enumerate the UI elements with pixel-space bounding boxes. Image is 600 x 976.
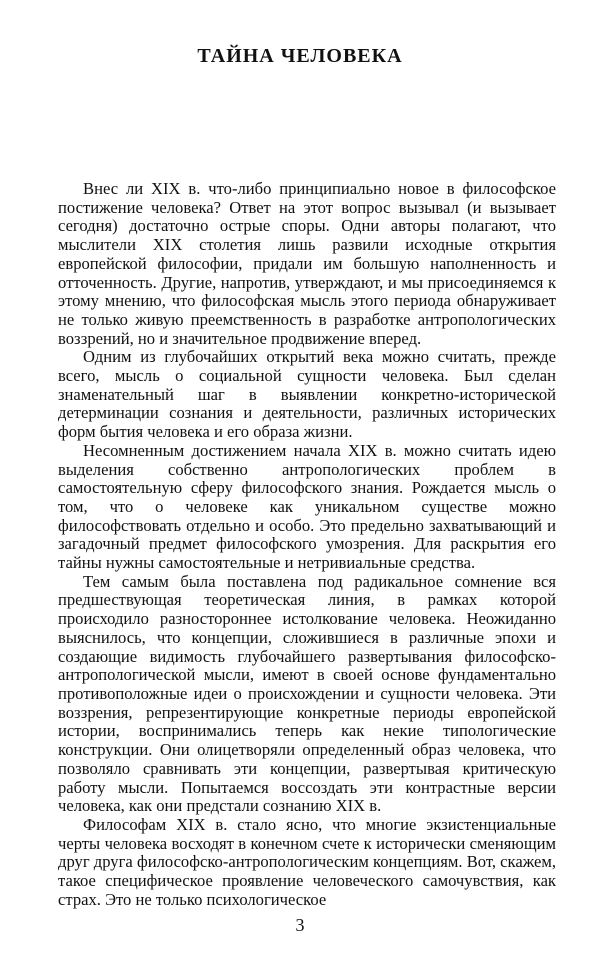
body-text bbox=[58, 180, 556, 909]
paragraph-2: Одним из глубочайших открытий века можно считать, прежде всего, мысль о социальной сущности человека. Был сделан знаменательный шаг в выявлении конкретно-исторической детерминации сознания и деятельности, различных исторических форм бытия человека и его образа жизни. bbox=[58, 347, 556, 442]
paragraph-4: Тем самым была поставлена под радикальное сомнение вся предшествующая теоретическая линия, в рамках которой происходило разностороннее истолкование человека. Неожиданно выяснилось, что концепции, сложившиеся в различные эпохи и создающие видимость глубочайшего развертывания философско-антропологической мысли, имеют в своей основе фундаментально противоположные идеи о происхождении и сущности человека. Эти воззрения, репрезентирующие конкретные периоды европейской истории, воспринимались теперь как некие типологические конструкции. Они олицетворяли определенный образ человека, что позволяло сравнивать эти концепции, развертывая критическую работу мысли. Попытаемся воссоздать эти контрастные версии человека, как они предстали сознанию XIX в. bbox=[58, 571, 556, 816]
paragraph-3: Несомненным достижением начала XIX в. можно считать идею выделения собственно антропологических проблем в самостоятельную сферу философского знания. Рождается мысль о том, что о человеке как уникальном существе можно философствовать отдельно и особо. Это предельно захватывающий и загадочный предмет философского умозрения. Для раскрытия его тайны нужны самостоятельные и нетривиальные средства. bbox=[58, 440, 556, 573]
paragraph-5: Философам XIX в. стало ясно, что многие экзистенциальные черты человека восходят в конечном счете к исторически сменяющим друг друга философско-антропологическим концепциям. Вот, скажем, такое специфическое проявление человеческого самочувствия, как страх. Это не только психологическое bbox=[58, 814, 556, 909]
paragraph-1: Внес ли XIX в. что-либо принципиально новое в философское постижение человека? Ответ на этот вопрос вызывал (и вызывает сегодня) достаточно острые споры. Одни авторы полагают, что мыслители XIX столетия лишь развили исходные открытия европейской философии, придали им большую наполненность и отточенность. Другие, напротив, утверждают, и мы присоединяемся к этому мнению, что философская мысль этого периода обнаруживает не только живую преемственность в разработке антропологических воззрений, но и значительное продвижение вперед. bbox=[58, 179, 556, 348]
page-number: 3 bbox=[295, 915, 305, 935]
chapter-title: ТАЙНА ЧЕЛОВЕКА bbox=[197, 45, 403, 67]
